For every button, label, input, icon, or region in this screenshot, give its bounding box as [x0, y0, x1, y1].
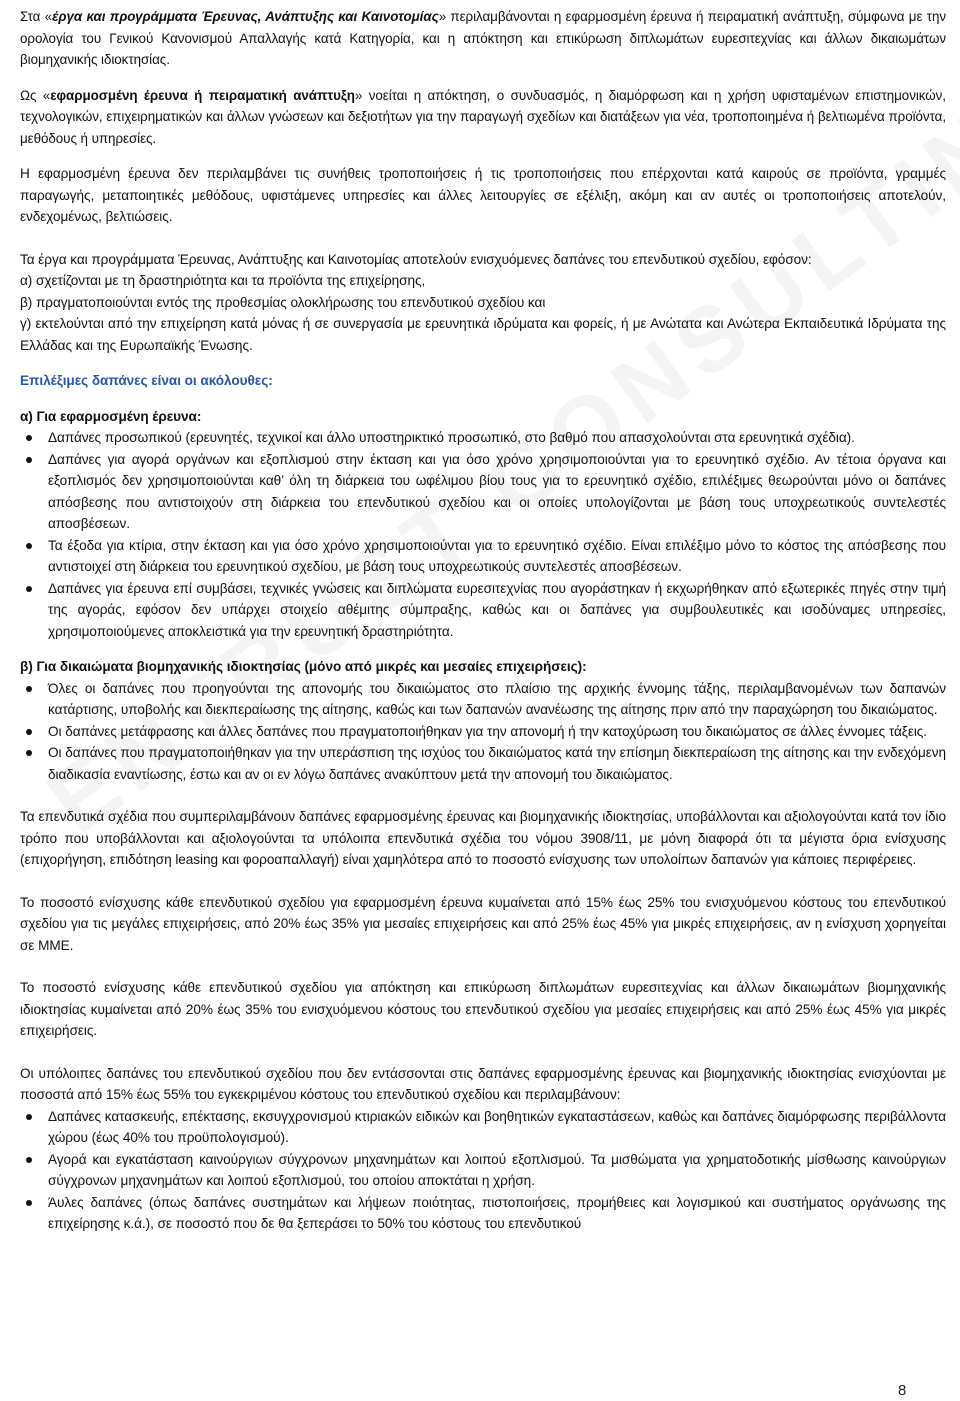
list-item: Τα έξοδα για κτίρια, στην έκταση και για όσο χρόνο χρησιμοποιούνται για το ερευνητικό σχέδιο. Είναι επιλέξιμο μόνο το κόστος της απόσβεσης που αντιστοιχεί στη διάρκεια του ερευνητικού σχεδίου, με βάση τους υποχρεωτικούς συντελεστές αποσβέσεων. — [20, 535, 946, 578]
bullet-icon — [26, 1200, 32, 1206]
document-page — [20, 6, 946, 1235]
bullet-icon — [26, 750, 32, 756]
list-item: Δαπάνες κατασκευής, επέκτασης, εκσυγχρονισμού κτιριακών ειδικών και βοηθητικών εγκαταστάσεων, καθώς και δαπάνες διαμόρφωσης περιβάλλοντα χώρου (έως 40% του προϋπολογισμού). — [20, 1106, 946, 1149]
paragraph-conditions: Τα έργα και προγράμματα Έρευνας, Ανάπτυξης και Καινοτομίας αποτελούν ενισχυόμενες δαπάνες του επενδυτικού σχεδίου, εφόσον: α) σχετίζονται με τη δραστηριότητα και τα προϊόντα της επιχείρησης, β) πραγματοποιούνται εντός της προθεσμίας ολοκλήρωσης του επενδυτικού σχεδίου και γ) εκτελούνται από την επιχείρηση κατά μόνας ή σε συνεργασία με ερευνητικά ιδρύματα και φορείς, ή με Ανώτατα και Ανώτερα Εκπαιδευτικά Ιδρύματα της Ελλάδας και της Ευρωπαϊκής Ένωσης. — [20, 251, 946, 353]
list-item: Όλες οι δαπάνες που προηγούνται της απονομής του δικαιώματος στο πλαίσιο της αρχικής έννομης τάξης, περιλαμβανομένων των δαπανών κατάρτισης, υποβολής και διεκπεραίωσης της αίτησης, καθώς και των δαπανών ανανέωσης της αίτησης πριν από την παραχώρηση του δικαιώματος. — [20, 678, 946, 721]
bullet-icon — [26, 1157, 32, 1163]
bullet-icon — [26, 543, 32, 549]
bullet-icon — [26, 729, 32, 735]
section-a-heading: α) Για εφαρμοσμένη έρευνα: — [20, 408, 202, 424]
paragraph-definition: Ως «εφαρμοσμένη έρευνα ή πειραματική ανάπτυξη» νοείται η απόκτηση, ο συνδυασμός, η διαμόρφωση και η χρήση υφισταμένων επιστημονικών, τεχνολογικών, επιχειρηματικών και άλλων γνώσεων και δεξιοτήτων για την παραγωγή σχεδίων και διατάξεων για νέα, τροποποιημένα ή βελτιωμένα προϊόντα, μεθόδους ή υπηρεσίες. — [20, 87, 946, 146]
list-item: Δαπάνες προσωπικού (ερευνητές, τεχνικοί και άλλο υποστηρικτικό προσωπικό, στο βαθμό που απασχολούνται στα ερευνητικά σχέδια). — [20, 427, 946, 449]
list-item: Δαπάνες για αγορά οργάνων και εξοπλισμού στην έκταση και για όσο χρόνο χρησιμοποιούνται για το ερευνητικό σχέδιο. Αν τέτοια όργανα και εξοπλισμός δεν χρησιμοποιούνται καθ’ όλη τη διάρκεια του ωφέλιμου βίου τους για το ερευνητικό σχέδιο, επιλέξιμες θεωρούνται μόνο οι δαπάνες απόσβεσης που αντιστοιχούν στη διάρκεια του επενδυτικού σχεδίου και οι οποίες υπολογίζονται με βάση τους υποχρεωτικούς συντελεστές αποσβέσεων. — [20, 449, 946, 535]
bullet-icon — [26, 686, 32, 692]
paragraph-intro: Στα «έργα και προγράμματα Έρευνας, Ανάπτυξης και Καινοτομίας» περιλαμβάνονται η εφαρμοσμένη έρευνα ή πειραματική ανάπτυξη, σύμφωνα με την ορολογία του Γενικού Κανονισμού Απαλλαγής κατά Κατηγορία, και η απόκτηση και επικύρωση διπλωμάτων ευρεσιτεχνίας και άλλων δικαιωμάτων βιομηχανικής ιδιοκτησίας. — [20, 9, 946, 67]
bullet-icon — [26, 435, 32, 441]
paragraph-exclusions: Η εφαρμοσμένη έρευνα δεν περιλαμβάνει τις συνήθεις τροποποιήσεις ή τις τροποποιήσεις που επέρχονται κατά καιρούς σε προϊόντα, γραμμές παραγωγής, μεταποιητικές μεθόδους, υφιστάμενες υπηρεσίες και άλλες λειτουργίες σε εξέλιξη, ακόμη και αν αυτές οι τροποποιήσεις αποτελούν, ενδεχομένως, βελτιώσεις. — [20, 166, 946, 224]
eligible-heading: Επιλέξιμες δαπάνες είναι οι ακόλουθες: — [20, 373, 273, 388]
list-item: Αγορά και εγκατάσταση καινούργιων σύγχρονων μηχανημάτων και λοιπού εξοπλισμού. Τα μισθώματα για χρηματοδοτικής μίσθωσης καινούργιων σύγχρονων μηχανημάτων και λοιπού εξοπλισμού, του οποίου αποκτάται η χρήση. — [20, 1149, 946, 1192]
list-item: Άυλες δαπάνες (όπως δαπάνες συστημάτων και λήψεων ποιότητας, πιστοποιήσεις, προμήθειες και λογισμικού και συστήματος οργάνωσης της επιχείρησης κ.ά.), σε ποσοστό που δε θα ξεπεράσει το 50% του κόστους του επενδυτικού — [20, 1192, 946, 1235]
other-expenses-list — [20, 1106, 946, 1235]
section-a-list — [20, 427, 946, 642]
paragraph-ip-rate: Το ποσοστό ενίσχυσης κάθε επενδυτικού σχεδίου για απόκτηση και επικύρωση διπλωμάτων ευρεσιτεχνίας και άλλων δικαιωμάτων βιομηχανικής ιδιοκτησίας κυμαίνεται από 20% έως 35% του ενισχυόμενου κόστους του επενδυτικού σχεδίου για μεσαίες επιχειρήσεις και από 25% έως 45% για μικρές επιχειρήσεις. — [20, 980, 946, 1038]
section-b-list — [20, 678, 946, 786]
bullet-icon — [26, 1114, 32, 1120]
bullet-icon — [26, 586, 32, 592]
section-b-heading: β) Για δικαιώματα βιομηχανικής ιδιοκτησίας (μόνο από μικρές και μεσαίες επιχειρήσεις): — [20, 659, 587, 674]
paragraph-evaluation: Τα επενδυτικά σχέδια που συμπεριλαμβάνουν δαπάνες εφαρμοσμένης έρευνας και βιομηχανικής ιδιοκτησίας, υποβάλλονται και αξιολογούνται κατά τον ίδιο τρόπο που υποβάλλονται και αξιολογούνται τα υπόλοιπα επενδυτικά σχέδια του νόμου 3908/11, με μόνη διαφορά ότι τα μέγιστα όρια ενίσχυσης (επιχορήγηση, επιδότηση leasing και φοροαπαλλαγή) είναι χαμηλότερα από το ποσοστό ενίσχυσης των υπολοίπων δαπανών για κάποιες περιφέρειες. — [20, 809, 946, 867]
list-item: Οι δαπάνες μετάφρασης και άλλες δαπάνες που πραγματοποιήθηκαν για την απονομή ή την κατοχύρωση του δικαιώματος σε άλλες έννομες τάξεις. — [20, 721, 946, 743]
page-number: 8 — [898, 1382, 907, 1399]
list-item: Οι δαπάνες που πραγματοποιήθηκαν για την υπεράσπιση της ισχύος του δικαιώματος κατά την επίσημη διεκπεραίωση της αίτησης και την ενδεχόμενη διαδικασία εναντίωσης, έστω και αν οι εν λόγω δαπάνες ανακύπτουν μετά την απονομή του δικαιώματος. — [20, 742, 946, 785]
list-item: Δαπάνες για έρευνα επί συμβάσει, τεχνικές γνώσεις και διπλώματα ευρεσιτεχνίας που αγοράστηκαν ή εκχωρήθηκαν από εξωτερικές πηγές στην τιμή της αγοράς, εφόσον δεν υπάρχει στοιχείο αθέμιτης σύμπραξης, καθώς και οι δαπάνες για συμβουλευτικές και ισοδύναμες υπηρεσίες, χρησιμοποιούμενες αποκλειστικά για την ερευνητική δραστηριότητα. — [20, 578, 946, 643]
paragraph-research-rate: Το ποσοστό ενίσχυσης κάθε επενδυτικού σχεδίου για εφαρμοσμένη έρευνα κυμαίνεται από 15% έως 25% του ενισχυόμενου κόστους του επενδυτικού σχεδίου για τις μεγάλες επιχειρήσεις, από 20% έως 35% για μεσαίες επιχειρήσεις και από 25% έως 45% για μικρές επιχειρήσεις, αν η ενίσχυση χορηγείται σε ΜΜΕ. — [20, 894, 946, 953]
paragraph-other-expenses: Οι υπόλοιπες δαπάνες του επενδυτικού σχεδίου που δεν εντάσσονται στις δαπάνες εφαρμοσμένης έρευνας και βιομηχανικής ιδιοκτησίας ενισχύονται με ποσοστά από 15% έως 55% του εγκεκριμένου κόστους του επενδυτικού σχεδίου και περιλαμβάνουν: — [20, 1065, 946, 1102]
bullet-icon — [26, 457, 32, 463]
